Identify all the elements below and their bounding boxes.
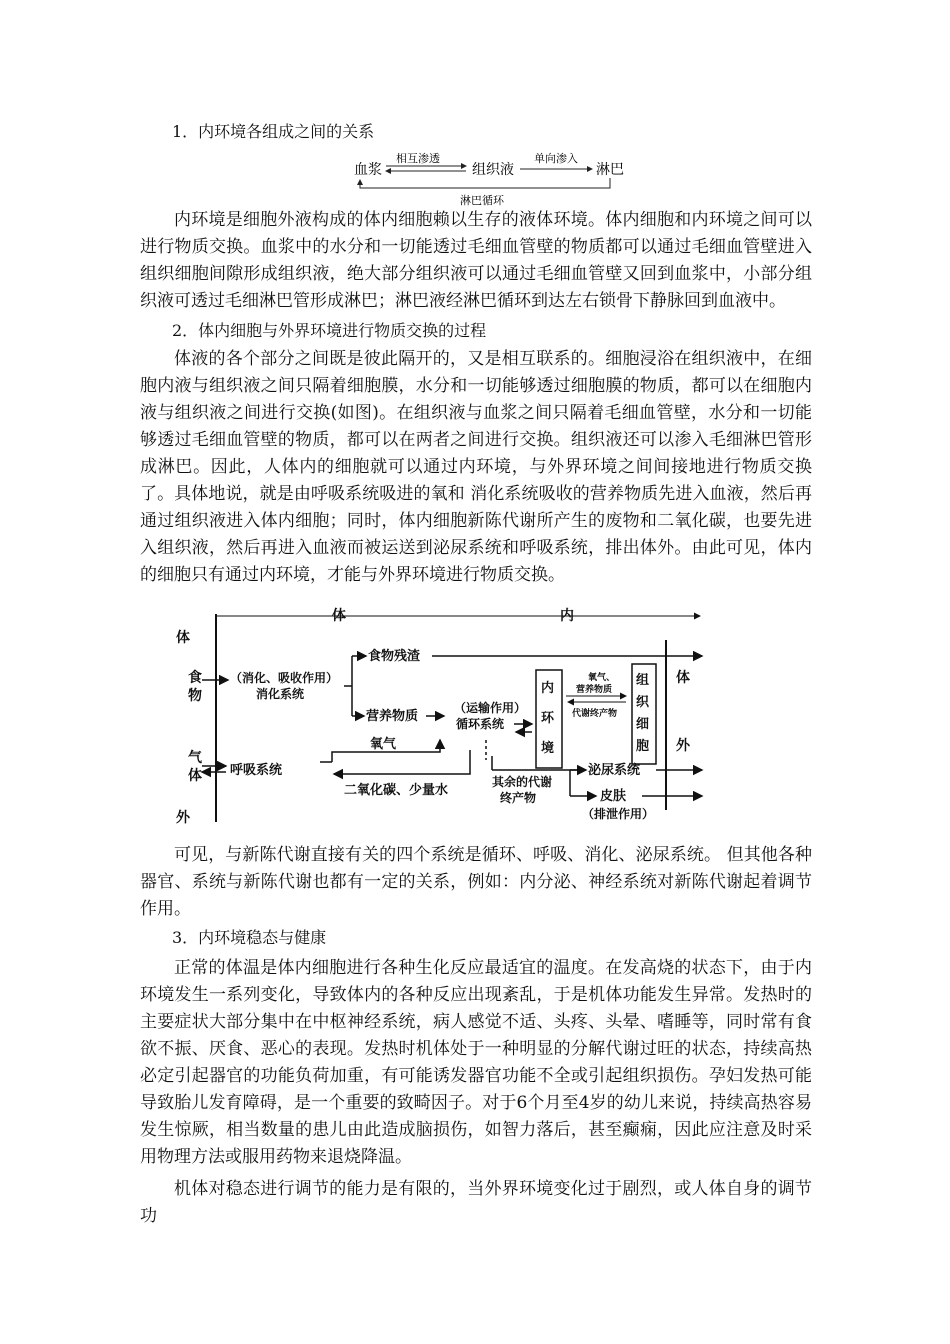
body-fluid-relation-diagram — [348, 148, 638, 208]
excretion-label: （排泄作用） — [582, 807, 655, 821]
co2-arrow — [334, 750, 470, 774]
other-products-label-2: 终产物 — [500, 791, 537, 805]
top-ti-label: 体 — [332, 608, 346, 624]
section-2-paragraph-2: 可见，与新陈代谢直接有关的四个系统是循环、呼吸、消化、泌尿系统。 但其他各种器官、系统与新陈代谢也都有一定的关系，例如：内分泌、神经系统对新陈代谢起着调节作用。 — [140, 845, 812, 919]
oxy-nutrients-label-2: 营养物质 — [576, 685, 613, 695]
tissue-cells-char-3: 细 — [636, 717, 650, 732]
material-exchange-diagram — [170, 600, 708, 832]
right-wai-label: 外 — [676, 738, 690, 754]
left-wu-label: 物 — [188, 688, 202, 704]
section-3-paragraph-2: 机体对稳态进行调节的能力是有限的，当外界环境变化过于剧烈，或人体自身的调节功 — [140, 1179, 812, 1226]
one-way-label: 单向渗入 — [534, 152, 578, 165]
tissue-cells-char-4: 胞 — [636, 739, 650, 754]
urinary-label: 泌尿系统 — [588, 763, 641, 778]
digest-paren-label: （消化、吸收作用） — [230, 671, 339, 685]
section-3-paragraph: 正常的体温是体内细胞进行各种生化反应最适宜的温度。在发高烧的状态下，由于内环境发生一系列变化，导致体内的各种反应出现紊乱，于是机体功能发生异常。发热时的主要症状大部分集中在中枢神经系统，病人感觉不适、头疼、头晕、嗜睡等，同时常有食欲不振、厌食、恶心的表现。发热时机体处于一种明显的分解代谢过旺的状态，持续高热必定引起器官的功能负荷加重，有可能诱发器官功能不全或引起组织损伤。孕妇发热可能导致胎儿发育障碍，是一个重要的致畸因子。对于6个月至4岁的幼儿来说，持续高热容易发生惊厥，相当数量的患儿由此造成脑损伤，如智力落后，甚至癫痫，因此应注意及时采用物理方法或服用药物来退烧降温。 — [140, 958, 812, 1167]
tissue-fluid-label: 组织液 — [472, 162, 514, 178]
section-1-paragraph: 内环境是细胞外液构成的体内细胞赖以生存的液体环境。体内细胞和内环境之间可以进行物质交换。血浆中的水分和一切能透过毛细血管壁的物质都可以通过毛细血管壁进入组织细胞间隙形成组织液，绝大部分组织液可以通过毛细血管壁又回到血浆中，小部分组织液可透过毛细淋巴管形成淋巴；淋巴液经淋巴循环到达左右锁骨下静脉回到血液中。 — [140, 210, 812, 311]
left-wai-label: 外 — [176, 810, 190, 826]
left-shi-label: 食 — [188, 670, 202, 686]
other-products-label-1: 其余的代谢 — [492, 775, 553, 789]
section-2-heading: 2．体内细胞与外界环境进行物质交换的过程 — [172, 321, 487, 340]
section-1-heading: 1．内环境各组成之间的关系 — [172, 122, 375, 141]
internal-env-char-1: 内 — [541, 681, 555, 696]
lymph-label: 淋巴 — [596, 162, 624, 178]
internal-env-char-2: 环 — [541, 711, 555, 726]
transport-paren-label: （运输作用） — [454, 701, 527, 715]
right-ti-label: 体 — [676, 670, 690, 686]
left-qi-label: 气 — [188, 750, 202, 766]
lymph-circulation-label: 淋巴循环 — [460, 194, 504, 207]
food-residue-label: 食物残渣 — [368, 649, 421, 664]
mutual-permeation-label: 相互渗透 — [396, 152, 440, 165]
oxy-nutrients-label-1: 氧气、 — [588, 673, 616, 683]
tissue-cells-char-1: 组 — [636, 673, 650, 688]
skin-label: 皮肤 — [600, 789, 627, 804]
metabolic-products-label: 代谢终产物 — [572, 709, 618, 719]
lymph-circulation-arrow — [360, 178, 610, 188]
circulation-label: 循环系统 — [456, 717, 505, 731]
tissue-cells-char-2: 织 — [636, 695, 650, 710]
digest-system-label: 消化系统 — [256, 687, 305, 701]
oxygen-label: 氧气 — [370, 737, 397, 752]
section-3-heading: 3．内环境稳态与健康 — [172, 928, 327, 947]
top-nei-label: 内 — [560, 608, 574, 624]
section-2-paragraph: 体液的各个部分之间既是彼此隔开的，又是相互联系的。细胞浸浴在组织液中，在细胞内液与组织液之间只隔着细胞膜，水分和一切能够透过细胞膜的物质，都可以在细胞内液与组织液之间进行交换(如图)。在组织液与血浆之间只隔着毛细血管壁，水分和一切能够透过毛细血管壁的物质，都可以在两者之间进行交换。组织液还可以渗入毛细淋巴管形成淋巴。因此，人体内的细胞就可以通过内环境，与外界环境之间间接地进行物质交换了。具体地说，就是由呼吸系统吸进的氧和 消化系统吸收的营养物质先进入血液，然后再通过组织液进入体内细胞；同时，体内细胞新陈代谢所产生的废物和二氧化碳，也要先进入组织液，然后再进入血液而被运送到泌尿系统和呼吸系统，排出体外。由此可见，体内的细胞只有通过内环境，才能与外界环境进行物质交换。 — [140, 349, 812, 585]
co2-water-label: 二氧化碳、少量水 — [344, 783, 449, 798]
plasma-label: 血浆 — [354, 162, 382, 178]
nutrients-label: 营养物质 — [366, 709, 419, 724]
left-ti2-label: 体 — [188, 768, 202, 784]
respiratory-label: 呼吸系统 — [230, 763, 283, 778]
internal-env-char-3: 境 — [541, 741, 555, 756]
left-ti-label: 体 — [176, 630, 190, 646]
